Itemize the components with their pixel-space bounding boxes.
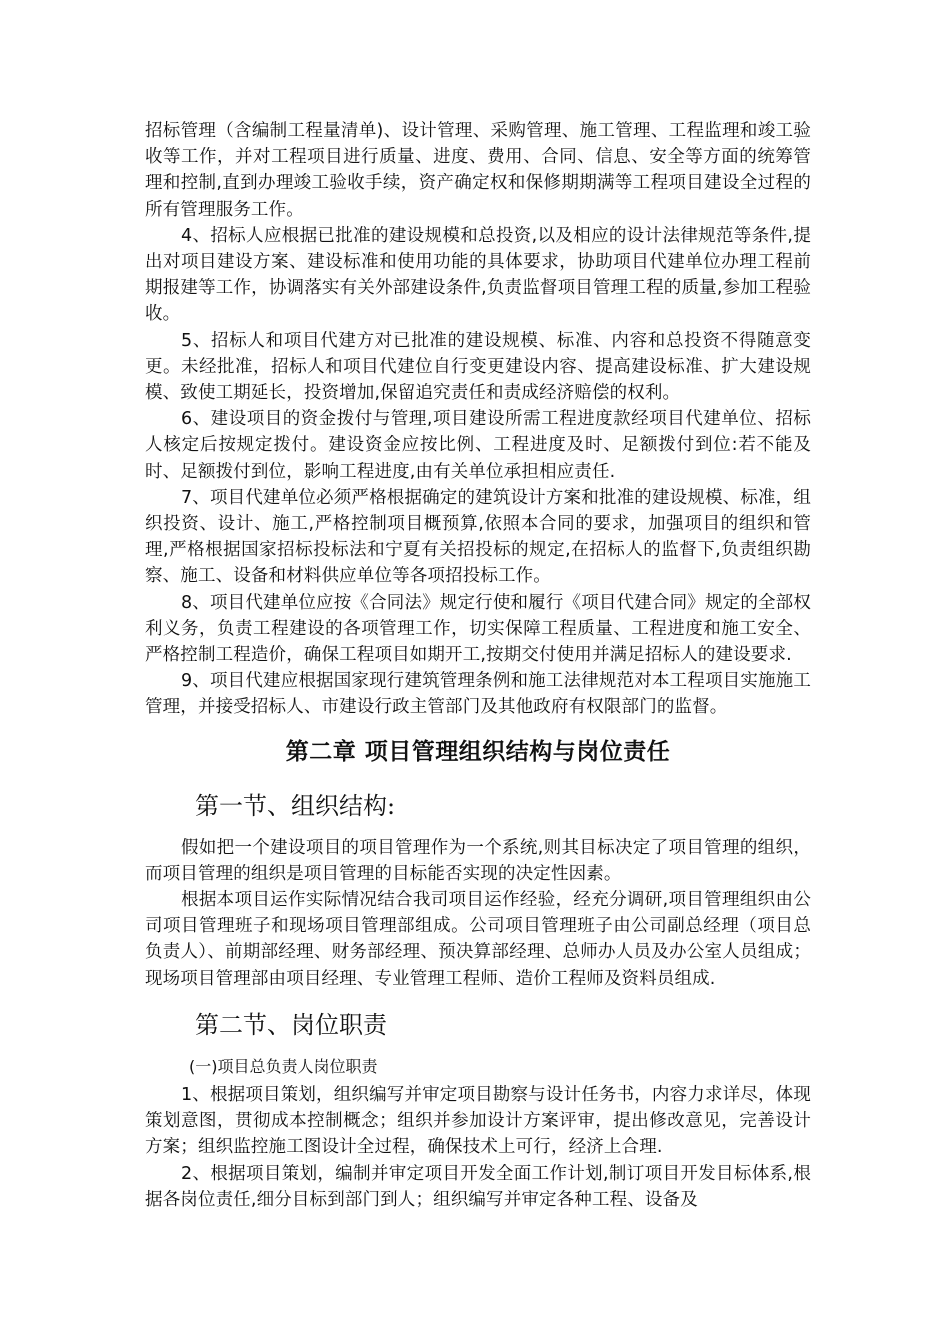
subsection-heading: (一)项目总负责人岗位职责 (189, 1056, 378, 1076)
body-paragraph: 5、招标人和项目代建方对已批准的建设规模、标准、内容和总投资不得随意变更。未经批准，招标人和项目代建位自行变更建设内容、提高建设标准、扩大建设规模、致使工期延长，投资增加,保留追究责任和责成经济赔偿的权利。 (145, 330, 811, 404)
section-heading-organization: 第一节、组织结构: (195, 791, 396, 820)
body-paragraph: 1、根据项目策划，组织编写并审定项目勘察与设计任务书，内容力求详尽，体现策划意图，贯彻成本控制概念；组织并参加设计方案评审，提出修改意见，完善设计方案；组织监控施工图设计全过程，确保技术上可行，经济上合理. (145, 1084, 811, 1158)
section-heading-duties: 第二节、岗位职责 (195, 1010, 387, 1039)
chapter-title: 第二章 项目管理组织结构与岗位责任 (285, 738, 671, 765)
document-page (145, 118, 811, 1213)
body-paragraph: 8、项目代建单位应按《合同法》规定行使和履行《项目代建合同》规定的全部权利义务，负责工程建设的各项管理工作，切实保障工程质量、工程进度和施工安全、严格控制工程造价，确保工程项目如期开工,按期交付使用并满足招标人的建设要求. (145, 592, 811, 666)
body-paragraph: 根据本项目运作实际情况结合我司项目运作经验，经充分调研,项目管理组织由公司项目管理班子和现场项目管理部组成。公司项目管理班子由公司副总经理（项目总负责人）、前期部经理、财务部经理、预决算部经理、总师办人员及办公室人员组成；现场项目管理部由项目经理、专业管理工程师、造价工程师及资料员组成. (145, 890, 811, 989)
body-paragraph: 假如把一个建设项目的项目管理作为一个系统,则其目标决定了项目管理的组织，而项目管理的组织是项目管理的目标能否实现的决定性因素。 (145, 837, 811, 884)
body-paragraph: 9、项目代建应根据国家现行建筑管理条例和施工法律规范对本工程项目实施施工管理，并接受招标人、市建设行政主管部门及其他政府有权限部门的监督。 (145, 671, 811, 718)
body-paragraph: 6、建设项目的资金拨付与管理,项目建设所需工程进度款经项目代建单位、招标人核定后按规定拨付。建设资金应按比例、工程进度及时、足额拨付到位:若不能及时、足额拨付到位，影响工程进度,由有关单位承担相应责任. (145, 409, 811, 482)
body-paragraph: 7、项目代建单位必须严格根据确定的建筑设计方案和批准的建设规模、标准，组织投资、设计、施工,严格控制项目概预算,依照本合同的要求，加强项目的组织和管理,严格根据国家招标投标法和宁夏有关招投标的规定,在招标人的监督下,负责组织勘察、施工、设备和材料供应单位等各项招投标工作。 (145, 487, 811, 587)
body-paragraph: 2、根据项目策划，编制并审定项目开发全面工作计划,制订项目开发目标体系,根据各岗位责任,细分目标到部门到人；组织编写并审定各种工程、设备及 (145, 1163, 811, 1210)
body-paragraph: 招标管理（含编制工程量清单)、设计管理、采购管理、施工管理、工程监理和竣工验收等工作，并对工程项目进行质量、进度、费用、合同、信息、安全等方面的统筹管理和控制,直到办理竣工验收手续，资产确定权和保修期期满等工程项目建设全过程的所有管理服务工作。 (145, 121, 811, 220)
body-paragraph: 4、招标人应根据已批准的建设规模和总投资,以及相应的设计法律规范等条件,提出对项目建设方案、建设标准和使用功能的具体要求，协助项目代建单位办理工程前期报建等工作，协调落实有关外部建设条件,负责监督项目管理工程的质量,参加工程验收。 (145, 225, 811, 325)
